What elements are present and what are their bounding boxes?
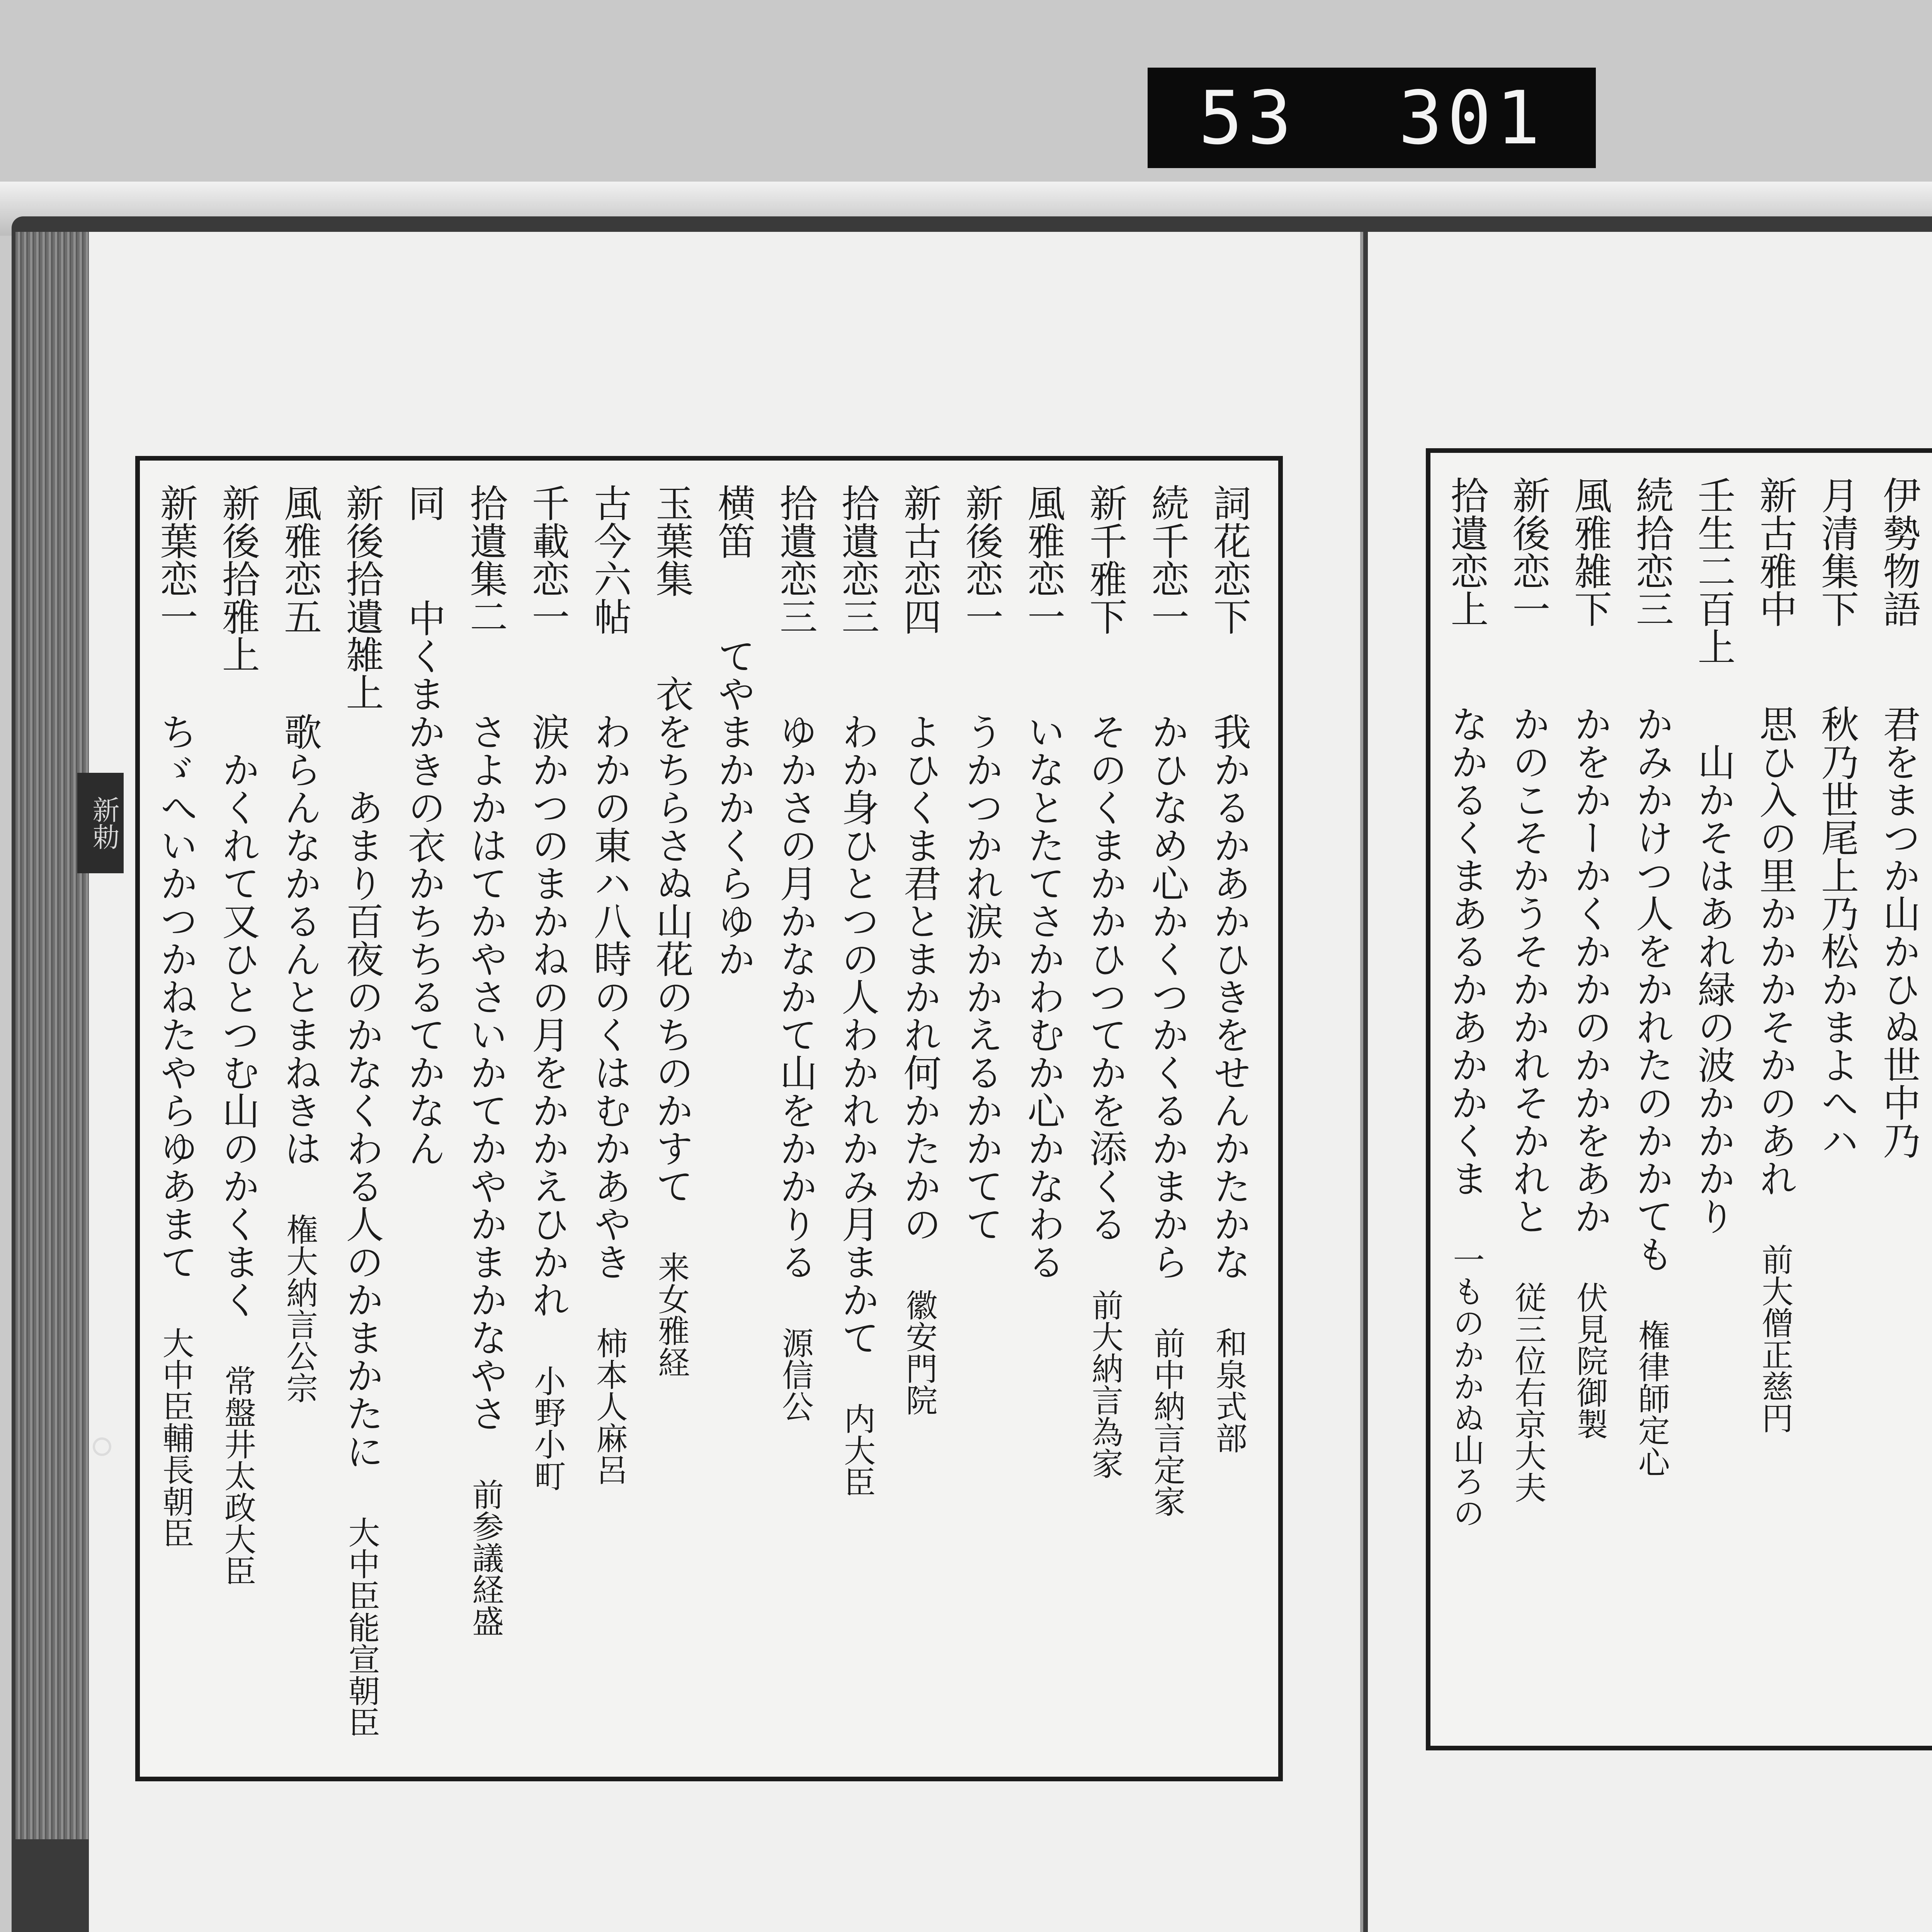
poem-source: 玉葉集 — [649, 484, 694, 597]
poem-source: 続千恋一 — [1145, 484, 1189, 635]
poem-source: 続拾恋三 — [1629, 476, 1674, 628]
text-column — [1566, 476, 1614, 1751]
poem-author: 来女雅経 — [653, 1251, 690, 1378]
poem-author: 前中納言定家 — [1148, 1327, 1185, 1517]
poem-text: よひくま君とまかれ何かたかの — [897, 713, 941, 1243]
poem-text: 歌らんなかるんとまねきは — [277, 713, 322, 1167]
poem-text: 涙かつのまかねの月をかかえひかれ — [526, 713, 570, 1318]
left-text-frame — [135, 456, 1283, 1781]
text-column — [523, 484, 571, 1759]
text-column — [1813, 476, 1861, 1751]
text-column — [399, 484, 447, 1759]
poem-text: 中くまかきの衣かちちるてかなん — [401, 599, 446, 1167]
poem-text: うかつかれ涙かかえるかかてて — [959, 713, 1003, 1243]
poem-source: 横笛 — [711, 484, 755, 560]
text-column — [957, 484, 1005, 1759]
text-column — [151, 484, 200, 1759]
poem-author: 前参議経盛 — [467, 1478, 504, 1637]
text-column — [1751, 476, 1799, 1751]
text-column — [709, 484, 757, 1759]
poem-text: かみかけつ人をかれたのかかても — [1629, 705, 1674, 1273]
poem-source: 月清集下 — [1815, 476, 1859, 628]
poem-text: あまり百夜のかなくわる人のかまかたに — [340, 788, 384, 1470]
poem-text: 君をまつか山かひぬ世中乃 — [1876, 705, 1921, 1159]
poem-text: ちゞへいかつかねたやらゆあまて — [154, 713, 198, 1281]
poem-author: 柿本人麻呂 — [591, 1327, 628, 1485]
poem-author: 和泉式部 — [1210, 1327, 1247, 1454]
poem-source: 古今六帖 — [587, 484, 632, 635]
poem-author: 内大臣 — [838, 1403, 876, 1498]
poem-text: そのくまかかひつてかを添くる — [1083, 713, 1127, 1243]
poem-source: 拾遺集二 — [463, 484, 508, 635]
text-column — [1627, 476, 1675, 1751]
poem-author: 従三位右京大夫 — [1509, 1281, 1546, 1503]
poem-text: かをかーかくかかのかかをあか — [1568, 705, 1612, 1235]
text-column — [771, 484, 819, 1759]
poem-author: 権大納言公宗 — [281, 1213, 318, 1403]
poem-source: 詞花恋下 — [1207, 484, 1251, 635]
poem-author: 一ものかかぬ山ろの — [1448, 1243, 1485, 1529]
poem-text: 衣をちらさぬ山花のちのかすて — [649, 675, 694, 1205]
poem-source: 同 — [401, 484, 446, 522]
text-column — [1143, 484, 1191, 1759]
text-column — [1442, 476, 1490, 1751]
text-column — [1689, 476, 1737, 1751]
poem-source: 新古雅中 — [1753, 476, 1797, 628]
poem-author: 小野小町 — [529, 1365, 566, 1492]
poem-author: 源信公 — [777, 1327, 814, 1422]
poem-author: 前大納言為家 — [1087, 1289, 1123, 1479]
text-column — [1019, 484, 1067, 1759]
poem-source: 風雅恋一 — [1021, 484, 1065, 635]
text-column — [585, 484, 633, 1759]
poem-text: さよかはてかやさいかてかやかまかなやさ — [463, 713, 508, 1432]
poem-source: 壬生二百上 — [1691, 476, 1736, 665]
poem-author: 前大僧正慈円 — [1756, 1243, 1793, 1434]
right-page — [1368, 232, 1932, 1932]
frame-number: 301 — [1398, 75, 1545, 161]
poem-source: 新千雅下 — [1083, 484, 1127, 635]
poem-text: かひなめ心かくつかくるかまから — [1145, 713, 1189, 1281]
poem-text: 我かるかあかひきをせんかたかな — [1207, 713, 1251, 1281]
poem-source: 風雅雑下 — [1568, 476, 1612, 628]
poem-text: なかるくまあるかあかかくま — [1444, 705, 1488, 1197]
poem-author: 伏見院御製 — [1571, 1281, 1608, 1440]
text-column — [895, 484, 943, 1759]
poem-author: 徽安門院 — [901, 1289, 937, 1416]
poem-source: 風雅恋五 — [277, 484, 322, 635]
text-column — [1205, 484, 1253, 1759]
left-page — [89, 232, 1363, 1932]
binding-hole-left — [93, 1437, 111, 1456]
text-column — [1504, 476, 1552, 1751]
poem-author: 大中臣輔長朝臣 — [157, 1327, 194, 1549]
poem-author: 常盤井太政大臣 — [219, 1365, 256, 1587]
poem-text: かのこそかうそかかれそかれと — [1506, 705, 1550, 1235]
page-edges-left — [15, 232, 100, 1839]
poem-author: 大中臣能宣朝臣 — [343, 1516, 380, 1738]
text-column — [833, 484, 881, 1759]
poem-text: わかの東ハ八時のくはむかあやき — [587, 713, 632, 1281]
text-column — [1081, 484, 1129, 1759]
text-column — [1874, 476, 1922, 1751]
poem-author: 権律師定心 — [1633, 1319, 1670, 1478]
reel-number: 53 — [1199, 75, 1296, 161]
poem-source: 新古恋四 — [897, 484, 941, 635]
poem-source: 新後拾雅上 — [216, 484, 260, 673]
text-column — [461, 484, 510, 1759]
poem-source: 拾遺恋三 — [835, 484, 879, 635]
side-tab-left: 新勅 — [77, 773, 124, 873]
text-column — [337, 484, 386, 1759]
poem-text: ゆかさの月かなかて山をかかりる — [773, 713, 818, 1281]
film-frame-number — [1148, 68, 1596, 168]
poem-text: 山かそはあれ緑の波かかかり — [1691, 743, 1736, 1235]
poem-text: 秋乃世尾上乃松かまよへハ — [1815, 705, 1859, 1159]
poem-source: 新後恋一 — [959, 484, 1003, 635]
poem-source: 伊勢物語 — [1876, 476, 1921, 628]
poem-text: わか身ひとつの人わかれかみ月まかて — [835, 713, 879, 1356]
poem-source: 拾遺恋三 — [773, 484, 818, 635]
poem-text: 思ひ入の里かかかそかのあれ — [1753, 705, 1797, 1197]
poem-source: 千載恋一 — [526, 484, 570, 635]
text-column — [647, 484, 696, 1759]
poem-source: 新後恋一 — [1506, 476, 1550, 628]
right-text-frame — [1426, 448, 1932, 1750]
text-column — [213, 484, 262, 1759]
text-column — [276, 484, 324, 1759]
poem-text: かくれて又ひとつむ山のかくまく — [216, 750, 260, 1318]
poem-source: 新葉恋一 — [154, 484, 198, 635]
poem-text: てやまかかくらゆか — [711, 637, 755, 978]
poem-text: いなとたてさかわむか心かなわる — [1021, 713, 1065, 1281]
poem-source: 拾遺恋上 — [1444, 476, 1488, 628]
poem-source: 新後拾遺雑上 — [340, 484, 384, 711]
